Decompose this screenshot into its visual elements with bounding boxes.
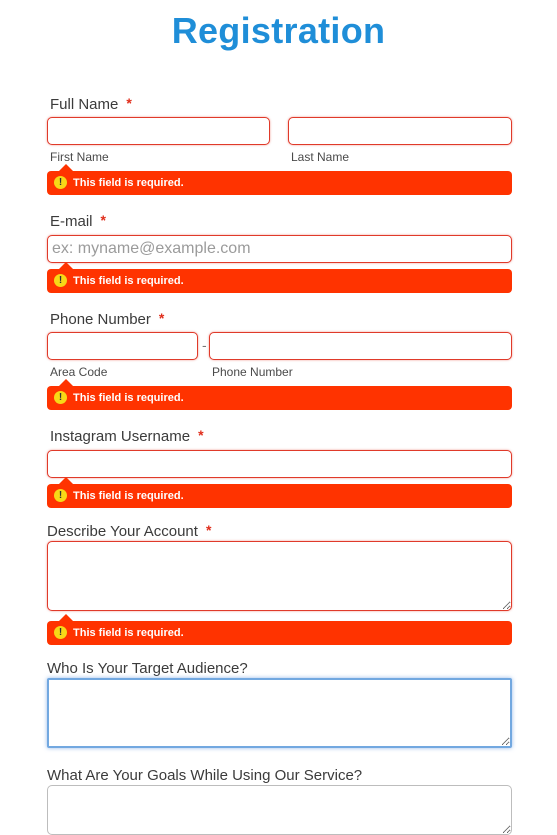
email-label: [50, 213, 106, 230]
describe-error: [47, 621, 512, 645]
phone-number-input[interactable]: [209, 332, 512, 360]
describe-account-textarea[interactable]: [47, 541, 512, 611]
phone-error: [47, 386, 512, 410]
instagram-label-text: Instagram Username: [50, 428, 191, 445]
first-name-sublabel: First Name: [50, 150, 109, 164]
goals-textarea[interactable]: [47, 785, 512, 835]
full-name-label: [50, 96, 132, 113]
email-error: [47, 269, 512, 293]
email-label-text: E-mail: [50, 213, 93, 230]
error-text: This field is required.: [73, 275, 184, 287]
error-text: This field is required.: [73, 490, 184, 502]
warning-icon: !: [54, 176, 67, 189]
audience-label: Who Is Your Target Audience?: [47, 660, 248, 677]
phone-number-sublabel: Phone Number: [212, 365, 293, 379]
describe-label: [47, 523, 211, 540]
full-name-error: [47, 171, 512, 195]
required-marker: *: [158, 310, 165, 326]
target-audience-textarea[interactable]: [47, 678, 512, 748]
instagram-label: [50, 428, 204, 445]
error-text: This field is required.: [73, 627, 184, 639]
goals-label: What Are Your Goals While Using Our Service?: [47, 767, 363, 784]
instagram-username-input[interactable]: [47, 450, 512, 478]
required-marker: *: [100, 212, 106, 228]
full-name-label-text: Full Name: [50, 96, 119, 113]
warning-icon: !: [54, 489, 67, 502]
required-marker: *: [198, 427, 204, 443]
last-name-sublabel: Last Name: [291, 150, 350, 164]
error-text: This field is required.: [73, 177, 184, 189]
required-marker: *: [205, 522, 212, 538]
first-name-input[interactable]: [47, 117, 270, 145]
phone-separator: -: [202, 337, 207, 353]
phone-label-text: Phone Number: [50, 311, 151, 328]
warning-icon: !: [54, 274, 67, 287]
describe-label-text: Describe Your Account: [47, 523, 198, 540]
area-code-input[interactable]: [47, 332, 198, 360]
required-marker: *: [126, 95, 132, 111]
error-text: This field is required.: [73, 392, 184, 404]
warning-icon: !: [54, 391, 67, 404]
phone-label: [50, 311, 164, 328]
email-field[interactable]: [47, 235, 512, 263]
warning-icon: !: [54, 626, 67, 639]
instagram-error: [47, 484, 512, 508]
area-code-sublabel: Area Code: [50, 365, 108, 379]
last-name-input[interactable]: [288, 117, 512, 145]
page-title: Registration: [171, 10, 386, 51]
